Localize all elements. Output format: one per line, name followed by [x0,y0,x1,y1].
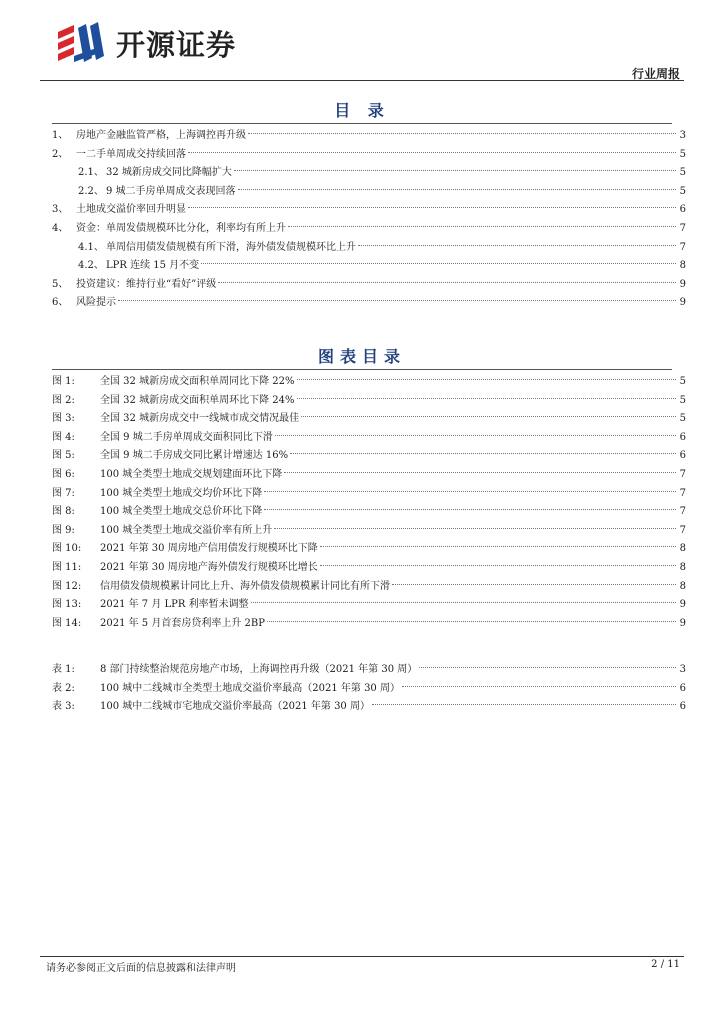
figure-entry[interactable] [52,596,686,615]
toc-entry-label: 风险提示 [76,297,116,309]
page-header [0,0,724,80]
brand-logo [52,20,236,66]
figure-entry-label: 2021 年第 30 周房地产海外债发行规模环比增长 [100,561,318,573]
toc-entry-label: 土地成交溢价率回升明显 [76,204,186,216]
dot-leader [274,528,676,529]
toc-entry-page: 6 [679,204,686,216]
toc-entry-label: 资金：单周发债规模环比分化，利率均有所上升 [76,222,286,234]
figure-entry[interactable] [52,373,686,392]
toc-entry[interactable] [52,220,686,239]
figure-entry-number: 图 13: [52,599,82,611]
figure-entry-number: 图 3: [52,413,75,425]
figure-entry-label: 全国 9 城二手房成交同比累计增速达 16% [100,450,289,462]
figure-entry-label: 100 城全类型土地成交溢价率有所上升 [100,524,273,536]
figure-entry-number: 图 8: [52,506,75,518]
dot-leader [290,453,676,454]
toc-entry-page: 5 [679,167,686,179]
figure-entry-page: 9 [679,599,686,611]
figure-entry-page: 5 [679,394,686,406]
toc-entry-number: 4.2、 [78,260,104,272]
dot-leader [301,416,676,417]
toc-entry-page: 7 [679,222,686,234]
dot-leader [264,509,676,510]
toc-entry-number: 4、 [52,222,69,234]
dot-leader [264,491,676,492]
toc-entry-page: 9 [679,278,686,290]
figure-entry-label: 全国 9 城二手房单周成交面积同比下滑 [100,431,273,443]
table-entry-page: 3 [679,664,686,675]
page-number: 2 / 11 [651,959,680,970]
figure-entry-number: 图 10: [52,543,82,555]
figure-entry[interactable] [52,559,686,578]
figure-entry[interactable] [52,522,686,541]
figure-entry[interactable] [52,503,686,522]
toc-entry-page: 3 [679,130,686,141]
figure-entry[interactable] [52,410,686,429]
toc-entry-page: 5 [679,185,686,197]
figure-entry-label: 全国 32 城新房成交面积单周环比下降 24% [100,394,295,406]
toc-entry[interactable] [52,239,686,258]
figure-entry-label: 全国 32 城新房成交中一线城市成交情况最佳 [100,413,300,425]
dot-leader [218,282,676,283]
figure-entry-label: 2021 年 7 月 LPR 利率暂未调整 [100,599,249,611]
table-entry[interactable] [52,661,686,680]
dot-leader [251,602,676,603]
toc-entry-label: LPR 连续 15 月不变 [106,260,200,272]
figure-entry-number: 图 1: [52,376,75,387]
toc-entry-number: 4.1、 [78,241,104,253]
toc-entry-number: 3、 [52,204,69,216]
figure-entry-page: 9 [679,617,686,629]
dot-leader [188,152,676,153]
dot-leader [275,435,676,436]
figure-entry-page: 7 [679,487,686,499]
toc-entry-page: 7 [679,241,686,253]
dot-leader [267,621,676,622]
table-entry-number: 表 3: [52,701,75,713]
toc-list [52,127,686,313]
figure-entry-page: 5 [679,376,686,387]
figure-entry-page: 7 [679,506,686,518]
header-divider [40,80,684,81]
figure-entry[interactable] [52,447,686,466]
table-entry-label: 100 城中二线城市宅地成交溢价率最高（2021 年第 30 周） [100,701,370,713]
toc-entry[interactable] [52,276,686,295]
table-entry[interactable] [52,698,686,717]
table-entry-page: 6 [679,701,686,713]
dot-leader [188,207,676,208]
figure-entry-label: 100 城全类型土地成交均价环比下降 [100,487,263,499]
toc-entry-number: 2、 [52,148,69,160]
dot-leader [419,667,676,668]
table-entry-page: 6 [679,682,686,694]
toc-title: 目 录 [334,101,390,120]
document-type: 行业周报 [631,67,680,81]
toc-entry-label: 投资建议：维持行业“看好”评级 [76,278,217,290]
figure-entry-number: 图 2: [52,394,75,406]
toc-entry-page: 8 [679,260,686,272]
toc-entry[interactable] [52,164,686,183]
toc-entry-page: 9 [679,297,686,309]
figure-entry-number: 图 6: [52,468,75,480]
figure-entry-number: 图 12: [52,580,82,592]
footer-disclaimer: 请务必参阅正文后面的信息披露和法律声明 [46,963,236,974]
table-entry-number: 表 1: [52,664,75,675]
dot-leader [392,584,676,585]
dot-leader [238,189,676,190]
toc-entry-label: 32 城新房成交同比降幅扩大 [106,167,232,179]
figure-entry-label: 2021 年第 30 周房地产信用债发行规模环比下降 [100,543,318,555]
figure-entry-page: 8 [679,543,686,555]
figure-entry[interactable] [52,485,686,504]
toc-entry-number: 5、 [52,278,69,290]
figure-entry[interactable] [52,615,686,634]
figure-entry-page: 5 [679,413,686,425]
dot-leader [297,398,677,399]
figure-entry[interactable] [52,466,686,485]
figures-list [52,373,686,633]
figure-entry-number: 图 5: [52,450,75,462]
toc-entry-label: 一二手单周成交持续回落 [76,148,186,160]
toc-entry[interactable] [52,146,686,165]
figure-entry-page: 7 [679,524,686,536]
dot-leader [358,245,676,246]
figure-entry-page: 6 [679,450,686,462]
toc-entry[interactable] [52,257,686,276]
dot-leader [372,704,676,705]
toc-entry-number: 1、 [52,130,69,141]
figure-entry-page: 8 [679,561,686,573]
toc-entry-number: 6、 [52,297,69,309]
toc-entry-label: 9 城二手房单周成交表现回落 [106,185,236,197]
table-entry-label: 100 城中二线城市全类型土地成交溢价率最高（2021 年第 30 周） [100,682,400,694]
table-entry-label: 8 部门持续整治规范房地产市场，上海调控再升级（2021 年第 30 周） [100,664,418,675]
figure-entry-number: 图 9: [52,524,75,536]
dot-leader [320,565,676,566]
toc-entry-label: 单周信用债发债规模有所下滑，海外债发债规模环比上升 [106,241,356,253]
figure-entry-label: 100 城全类型土地成交总价环比下降 [100,506,263,518]
toc-entry[interactable] [52,183,686,202]
figure-entry-number: 图 11: [52,561,82,573]
figure-entry-number: 图 14: [52,617,82,629]
figure-entry-label: 全国 32 城新房成交面积单周同比下降 22% [100,376,295,387]
dot-leader [234,170,676,171]
figure-entry-number: 图 4: [52,431,75,443]
brand-name: 开源证券 [116,27,237,62]
figure-entry-number: 图 7: [52,487,75,499]
figure-entry[interactable] [52,429,686,448]
toc-entry-number: 2.1、 [78,167,104,179]
figure-entry-label: 100 城全类型土地成交规划建面环比下降 [100,468,283,480]
table-entry-number: 表 2: [52,682,75,694]
figure-entry-page: 6 [679,431,686,443]
dot-leader [284,472,676,473]
figure-entry-label: 2021 年 5 月首套房贷利率上升 2BP [100,617,265,629]
figure-entry[interactable] [52,392,686,411]
dot-leader [320,546,676,547]
tables-list [52,661,686,717]
dot-leader [201,263,676,264]
brand-logo-icon [52,20,110,66]
toc-entry[interactable] [52,294,686,313]
figures-divider [52,369,672,370]
footer-divider [40,956,684,957]
dot-leader [402,686,676,687]
toc-entry-number: 2.2、 [78,185,104,197]
toc-entry[interactable] [52,201,686,220]
figure-entry-label: 信用债发债规模累计同比上升、海外债发债规模累计同比有所下滑 [100,580,390,592]
figure-entry-page: 7 [679,468,686,480]
figure-entry-page: 8 [679,580,686,592]
dot-leader [248,133,676,134]
dot-leader [297,379,677,380]
figure-entry[interactable] [52,540,686,559]
toc-entry[interactable] [52,127,686,146]
figure-entry[interactable] [52,578,686,597]
table-entry[interactable] [52,680,686,699]
dot-leader [288,226,676,227]
figures-title: 图表目录 [317,347,406,366]
toc-divider [52,123,672,124]
toc-entry-label: 房地产金融监管严格，上海调控再升级 [76,130,246,141]
dot-leader [118,300,676,301]
toc-entry-page: 5 [679,148,686,160]
